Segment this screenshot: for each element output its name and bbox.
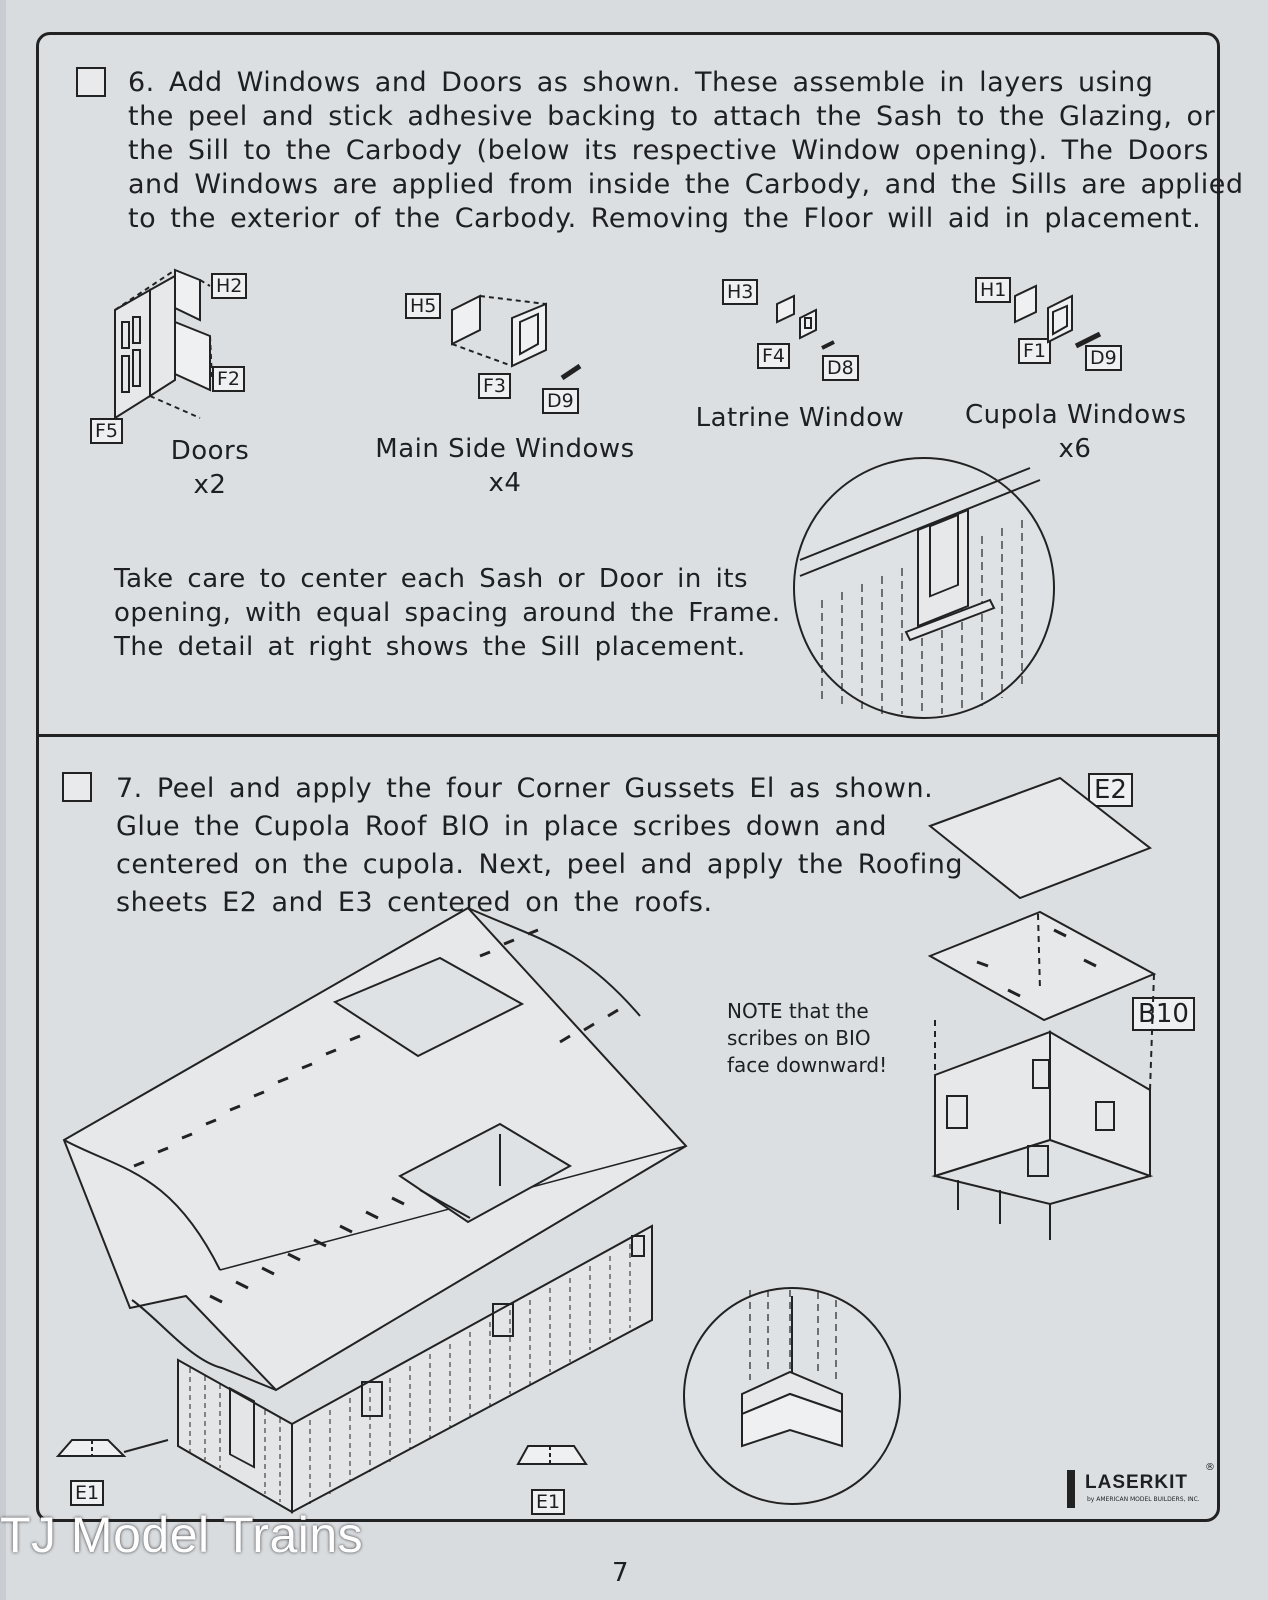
part-tag-d8: D8	[822, 355, 859, 381]
doors-name: Doors	[170, 436, 250, 466]
gusset-e1-right-drawing	[518, 1446, 586, 1464]
tip-line: The detail at right shows the Sill placement.	[114, 632, 746, 662]
step6-line: the peel and stick adhesive backing to attach the Sash to the Glazing, or	[128, 101, 1216, 132]
cupola-roof-b10-drawing	[930, 912, 1154, 1020]
main-side-windows-qty: x4	[488, 468, 522, 498]
laserkit-logo	[1065, 1462, 1215, 1514]
doors-qty: x2	[193, 470, 227, 500]
main-side-window-drawing	[452, 296, 580, 378]
part-tag-h3: H3	[722, 279, 758, 305]
step7-line: Glue the Cupola Roof BlO in place scribes down and	[116, 811, 887, 842]
logo-bar	[1067, 1470, 1075, 1508]
door-assembly-drawing	[115, 270, 212, 418]
watermark: TJ Model Trains	[0, 1507, 364, 1563]
latrine-window-label: Latrine Window	[695, 403, 905, 433]
gusset-e1-left-drawing	[58, 1440, 168, 1456]
gusset-detail-circle	[684, 1288, 900, 1504]
step7-line: centered on the cupola. Next, peel and apply the Roofing	[116, 849, 964, 880]
step6-line: and Windows are applied from inside the Carbody, and the Sills are applied	[128, 169, 1244, 200]
part-tag-f1: F1	[1018, 338, 1051, 364]
note-line: scribes on BIO	[727, 1026, 871, 1050]
part-tag-h1: H1	[975, 277, 1011, 303]
cupola-roof-sheet-drawing	[930, 778, 1150, 898]
main-side-windows-name: Main Side Windows	[375, 434, 635, 464]
part-tag-e1: E1	[531, 1489, 565, 1515]
note-line: NOTE that the	[727, 999, 869, 1023]
part-tag-f4: F4	[757, 343, 790, 369]
part-tag-d9: D9	[542, 388, 579, 414]
step7-line: 7. Peel and apply the four Corner Gussets El as shown.	[116, 773, 934, 804]
latrine-window-drawing	[777, 296, 834, 348]
logo-text: LASERKIT	[1085, 1472, 1188, 1493]
part-tag-b10: B10	[1132, 997, 1195, 1031]
cupola-windows-qty: x6	[1058, 434, 1092, 464]
step7-line: sheets E2 and E3 centered on the roofs.	[116, 887, 713, 918]
part-tag-f2: F2	[212, 366, 245, 392]
step6-line: to the exterior of the Carbody. Removing the Floor will aid in placement.	[128, 203, 1202, 234]
tip-line: opening, with equal spacing around the Frame.	[114, 598, 781, 628]
part-tag-d9: D9	[1085, 345, 1122, 371]
part-tag-f3: F3	[478, 373, 511, 399]
part-tag-e2: E2	[1088, 773, 1133, 807]
tip-line: Take care to center each Sash or Door in its	[114, 564, 749, 594]
part-tag-h2: H2	[211, 273, 247, 299]
registered-mark: ®	[1205, 1462, 1215, 1473]
logo-subtext: by AMERICAN MODEL BUILDERS, INC.	[1087, 1496, 1200, 1503]
part-tag-e1: E1	[70, 1480, 104, 1506]
sill-detail-circle	[794, 458, 1054, 718]
cupola-window-drawing	[1015, 286, 1100, 346]
page-number: 7	[612, 1558, 629, 1588]
cupola-windows-name: Cupola Windows	[965, 400, 1187, 430]
note-line: face downward!	[727, 1053, 888, 1077]
step6-line: 6. Add Windows and Doors as shown. These assemble in layers using	[128, 67, 1154, 98]
step6-line: the Sill to the Carbody (below its respective Window opening). The Doors	[128, 135, 1209, 166]
part-tag-h5: H5	[405, 293, 441, 319]
part-tag-f5: F5	[90, 418, 123, 444]
